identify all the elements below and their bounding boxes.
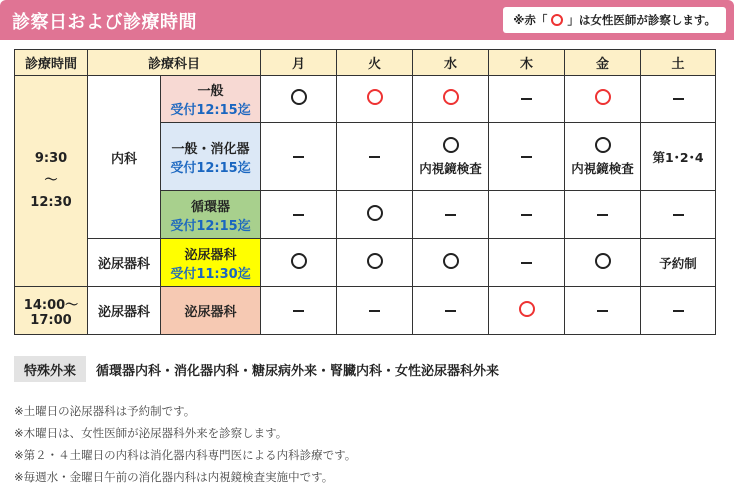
dash-icon [521, 156, 532, 158]
day-cell [489, 287, 565, 335]
table-header-row [15, 50, 716, 76]
dash-icon [521, 214, 532, 216]
header-day: 木 [489, 50, 565, 76]
day-cell [337, 287, 413, 335]
sub-dept [161, 76, 261, 123]
day-cell [413, 76, 489, 123]
day-cell [489, 191, 565, 239]
dash-icon [293, 310, 304, 312]
red-circle-icon [595, 89, 611, 105]
dash-icon [369, 310, 380, 312]
legend-note-prefix: ※赤「 [513, 13, 548, 27]
circle-icon [367, 253, 383, 269]
sub-dept-name: 一般 [197, 84, 224, 99]
dash-icon [673, 214, 684, 216]
afternoon-end: 17:00 [30, 312, 72, 328]
circle-icon [443, 253, 459, 269]
day-cell [489, 76, 565, 123]
day-cell [337, 239, 413, 287]
header-time: 診療時間 [15, 50, 88, 76]
sub-dept [161, 191, 261, 239]
table-row [15, 76, 716, 123]
page-title: 診察日および診療時間 [12, 12, 197, 33]
red-circle-icon [367, 89, 383, 105]
circle-icon [443, 137, 459, 153]
header-day: 月 [261, 50, 337, 76]
day-cell [489, 123, 565, 191]
day-cell [641, 287, 716, 335]
day-cell [337, 123, 413, 191]
header-dept: 診療科目 [88, 50, 261, 76]
sub-dept [161, 239, 261, 287]
circle-icon [595, 137, 611, 153]
sub-dept-name: 泌尿器科 [184, 247, 237, 263]
dept-hinyo: 泌尿器科 [88, 239, 161, 287]
notes-list [14, 400, 715, 488]
sub-dept-name: 循環器 [191, 199, 231, 215]
dash-icon [597, 310, 608, 312]
special-clinic-row [14, 356, 715, 382]
note-item: ※毎週水・金曜日午前の消化器内科は内視鏡検査実施中です。 [14, 470, 334, 484]
day-cell [337, 191, 413, 239]
day-cell [261, 287, 337, 335]
day-cell [641, 239, 716, 287]
special-clinic-tag: 特殊外来 [14, 356, 86, 382]
dash-icon [521, 262, 532, 264]
afternoon-start: 14:00〜 [23, 297, 79, 313]
day-cell [413, 123, 489, 191]
dash-icon [293, 156, 304, 158]
table-row [15, 287, 716, 335]
morning-hours [15, 76, 88, 287]
header-day: 金 [565, 50, 641, 76]
legend-note [503, 7, 726, 33]
dash-icon [293, 214, 304, 216]
dash-icon [673, 310, 684, 312]
header-bar [0, 0, 734, 40]
morning-start: 9:30 [34, 151, 68, 166]
note-item: ※土曜日の泌尿器科は予約制です。 [14, 404, 196, 418]
day-cell [261, 76, 337, 123]
day-cell [641, 123, 716, 191]
dash-icon [369, 156, 380, 158]
dash-icon [521, 98, 532, 100]
morning-tilde: 〜 [44, 173, 58, 188]
day-cell [261, 239, 337, 287]
dash-icon [673, 98, 684, 100]
day-cell [641, 76, 716, 123]
header-day: 火 [337, 50, 413, 76]
cell-note: 内視鏡検査 [571, 160, 634, 176]
day-cell [565, 239, 641, 287]
day-cell [413, 191, 489, 239]
red-circle-icon [443, 89, 459, 105]
day-cell [261, 123, 337, 191]
day-cell [565, 287, 641, 335]
dept-naika: 内科 [88, 76, 161, 239]
sub-dept-time: 受付12:15迄 [170, 218, 251, 234]
day-cell [565, 123, 641, 191]
dept-hinyo-pm: 泌尿器科 [88, 287, 161, 335]
cell-text: 予約制 [659, 255, 697, 271]
table-row [15, 239, 716, 287]
day-cell [641, 191, 716, 239]
sub-dept [161, 287, 261, 335]
sub-dept-time: 受付11:30迄 [170, 266, 251, 282]
special-clinic-list: 循環器内科・消化器内科・糖尿病外来・腎臓内科・女性泌尿器科外来 [96, 363, 500, 379]
circle-icon [367, 205, 383, 221]
day-cell [337, 76, 413, 123]
day-cell [413, 287, 489, 335]
note-item: ※木曜日は、女性医師が泌尿器科外来を診察します。 [14, 426, 288, 440]
sub-dept-time: 受付12:15迄 [170, 103, 251, 118]
note-item: ※第２・４土曜日の内科は消化器内科専門医による内科診療です。 [14, 448, 357, 462]
red-circle-icon [519, 301, 535, 317]
day-cell [413, 239, 489, 287]
sub-dept-time: 受付12:15迄 [170, 160, 251, 176]
dash-icon [445, 310, 456, 312]
legend-note-suffix: 」は女性医師が診察します。 [567, 13, 716, 27]
day-cell [489, 239, 565, 287]
sub-dept-name: 泌尿器科 [184, 305, 237, 320]
header-day: 土 [641, 50, 716, 76]
header-day: 水 [413, 50, 489, 76]
sub-dept [161, 123, 261, 191]
schedule-table [14, 49, 716, 335]
circle-icon [291, 253, 307, 269]
day-cell [565, 76, 641, 123]
dash-icon [597, 214, 608, 216]
cell-text: 第1･2･4 [652, 149, 704, 165]
red-circle-icon [551, 14, 563, 26]
circle-icon [291, 89, 307, 105]
day-cell [565, 191, 641, 239]
cell-note: 内視鏡検査 [419, 160, 482, 176]
dash-icon [445, 214, 456, 216]
circle-icon [595, 253, 611, 269]
afternoon-hours [15, 287, 88, 335]
sub-dept-name: 一般・消化器 [171, 141, 250, 157]
morning-end: 12:30 [30, 195, 72, 210]
day-cell [261, 191, 337, 239]
